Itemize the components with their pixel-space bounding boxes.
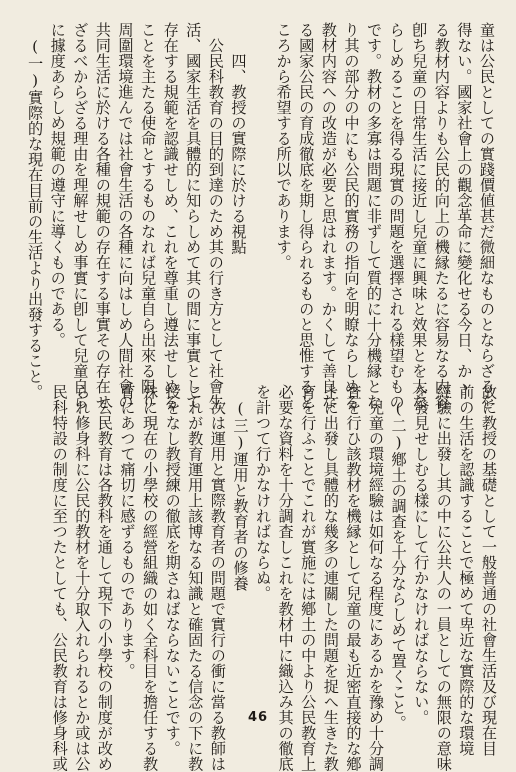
upper-line-19: に據度あらしめ規範の遵守に導くものである。 — [48, 22, 67, 348]
upper-line-9: ころから希望する所以であります。 — [274, 22, 293, 270]
lower-line-7: 土に出發し具體的な幾多の連關した問題を捉へ生きた教 — [321, 384, 340, 772]
lower-line-6: 査を行ひ該教材を機縁として兒童の最も近密直接的な鄕 — [344, 384, 363, 772]
lower-line-15: 殊に現在の小學校の經營組織の如く全科目を擔任する教 — [141, 384, 160, 772]
lower-line-12: 次は運用と實際教育者の問題で實行の衝に當る教師は — [208, 384, 227, 772]
upper-line-8: る國家公民の育成徹底を期し得られるものと思惟すると — [297, 22, 316, 410]
lower-line-5: 兒童の環境經驗は如何なる程度にあるかを豫め十分調 — [367, 384, 386, 772]
lower-line-10: を計つて行かなければならぬ。 — [254, 384, 273, 601]
lower-line-16: 育にあつて痛切に感ずるものであります。 — [118, 384, 137, 679]
lower-line-19: 民科特設の制度に至つたとしても、公民教育は修身科或 — [50, 384, 69, 772]
lower-line-17: 公民教育は各教科を通して現下の小學校の制度が改め — [95, 384, 114, 772]
upper-line-3: 卽ち兒童の日常生活に接近し兒童に興味と效果とを大な — [410, 22, 429, 410]
upper-line-4: らしめることを得る現實の問題を選擇される樣望むもの — [387, 22, 406, 410]
lower-line-13: これが教育運用上該博なる知識と確固たる信念の下に教 — [186, 384, 205, 772]
upper-line-10 — [249, 22, 272, 338]
upper-line-17: 共同生活に於ける各種の規範の存在する事實その存在せ — [93, 22, 112, 410]
upper-text-block — [26, 22, 498, 410]
upper-line-14: 存在する規範を認識せしめ、これを尊重し遵法せしめる — [161, 22, 180, 410]
lower-line-2: 經驗に出發し其の中に公共人の一員としての無限の意味 — [434, 384, 453, 772]
upper-line-2: る教材内容よりも公民的向上の機縁たるに容易なる内容 — [432, 22, 451, 410]
upper-line-0: 童は公民としての實踐價値甚だ微細なものとならざるを — [478, 22, 496, 410]
page-number: 46 — [247, 710, 269, 725]
upper-line-5: です。教材の多寡は問題に非ずして質的に十分機縁とな — [365, 22, 384, 410]
lower-line-18: られ修身科に公民的教材を十分取入れられるとか或は公 — [73, 384, 92, 772]
upper-line-6: り其の部分の中にも公民的實務の指向を明瞭ならしめる — [342, 22, 361, 410]
lower-line-3: を發見せしむる樣にして行かなければならない。 — [412, 384, 431, 725]
upper-line-1: 得ない。國家社會上の觀念革命に變化せる今日、かゝ — [455, 22, 474, 394]
lower-line-14: 授をなし教授練の徹底を期さねばならないことです。 — [163, 384, 182, 756]
lower-line-1: 前の生活を認識することで極めて卑近な實際的な環境 — [457, 384, 476, 756]
upper-line-16: 周圍環境進んでは社會生活の各種に向はしめ人間社會の — [116, 22, 135, 410]
lower-line-4: (二)鄕土の調査を十分ならしめて置くこと。 — [389, 384, 408, 731]
upper-line-20: (一)實際的な現在目前の生活より出發すること。 — [26, 22, 45, 400]
lower-line-0: 故に教授の基礎として一般普通の社會生活及び現在目 — [480, 384, 498, 756]
upper-line-13: 活、國家生活を具體的に知らしめて其の間に事實として — [184, 22, 203, 410]
lower-line-8: 育を行ふことでこれが實施には鄕土の中より公民教育上 — [299, 384, 318, 772]
upper-line-11: 四、教授の實際に於ける視點 — [229, 22, 248, 255]
lower-line-9: 必要な資料を十分調査しこれを教材中に織込み其の徹底 — [276, 384, 295, 772]
lower-line-11: (三)運用と教育者の修養 — [231, 384, 250, 592]
upper-line-15: ことを主たる使命とするものなれば兒童自ら出來る限り — [139, 22, 158, 410]
upper-line-18: ざるべからざる理由を理解せしめ事實に卽して兒童自ら — [71, 22, 90, 410]
upper-line-7: 教材内容への改造が必要と思はれます。かくして善良な — [319, 22, 338, 410]
upper-line-12: 公民科教育の目的到達のため其の行き方として社會生 — [206, 22, 225, 410]
